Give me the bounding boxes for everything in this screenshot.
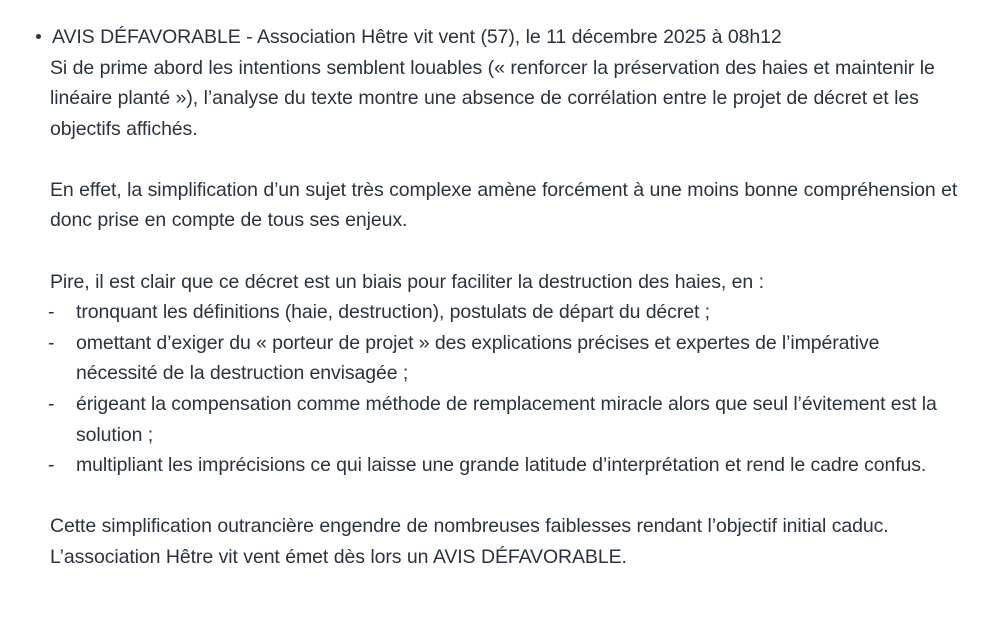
list-item bbox=[50, 389, 961, 450]
avis-paragraph-3-intro: Pire, il est clair que ce décret est un biais pour faciliter la destruction des haies, en : bbox=[50, 270, 765, 293]
list-item bbox=[50, 297, 961, 328]
dash-marker-icon: - bbox=[48, 392, 55, 415]
avis-bullet-block bbox=[24, 22, 961, 572]
list-item-text: érigeant la compensation comme méthode de remplacement miracle alors que seul l’évitement est la solution ; bbox=[76, 392, 937, 446]
dash-marker-icon: - bbox=[48, 331, 55, 354]
avis-paragraph-1: Si de prime abord les intentions semblent louables (« renforcer la préservation des haies et maintenir le linéaire planté »), l’analyse du texte montre une absence de corrélation entre le projet de décret et les objectifs affichés. bbox=[50, 56, 935, 140]
paragraph-spacer-3 bbox=[50, 481, 961, 512]
list-item-text: tronquant les définitions (haie, destruction), postulats de départ du décret ; bbox=[76, 301, 710, 324]
avis-paragraph-4: Cette simplification outrancière engendre de nombreuses faiblesses rendant l’objectif initial caduc. L’association Hêtre vit vent émet dès lors un AVIS DÉFAVORABLE. bbox=[50, 515, 889, 568]
paragraph-spacer-1 bbox=[50, 144, 961, 175]
paragraph-spacer-2 bbox=[50, 236, 961, 267]
list-item bbox=[50, 450, 961, 481]
dash-marker-icon: - bbox=[48, 454, 55, 477]
avis-heading-text: AVIS DÉFAVORABLE - Association Hêtre vit vent (57), le 11 décembre 2025 à 08h12 bbox=[52, 26, 782, 48]
avis-dash-list bbox=[50, 297, 961, 481]
avis-heading-paragraph bbox=[50, 22, 961, 144]
list-item-text: omettant d’exiger du « porteur de projet » des explications précises et expertes de l’impérative nécessité de la destruction envisagée ; bbox=[76, 331, 880, 385]
dash-marker-icon: - bbox=[48, 301, 55, 324]
bullet-point-icon bbox=[36, 34, 41, 39]
avis-paragraph-2: En effet, la simplification d’un sujet très complexe amène forcément à une moins bonne compréhension et donc prise en compte de tous ses enjeux. bbox=[50, 178, 958, 232]
list-item-text: multipliant les imprécisions ce qui laisse une grande latitude d’interprétation et rend le cadre confus. bbox=[76, 454, 927, 477]
list-item bbox=[50, 328, 961, 389]
